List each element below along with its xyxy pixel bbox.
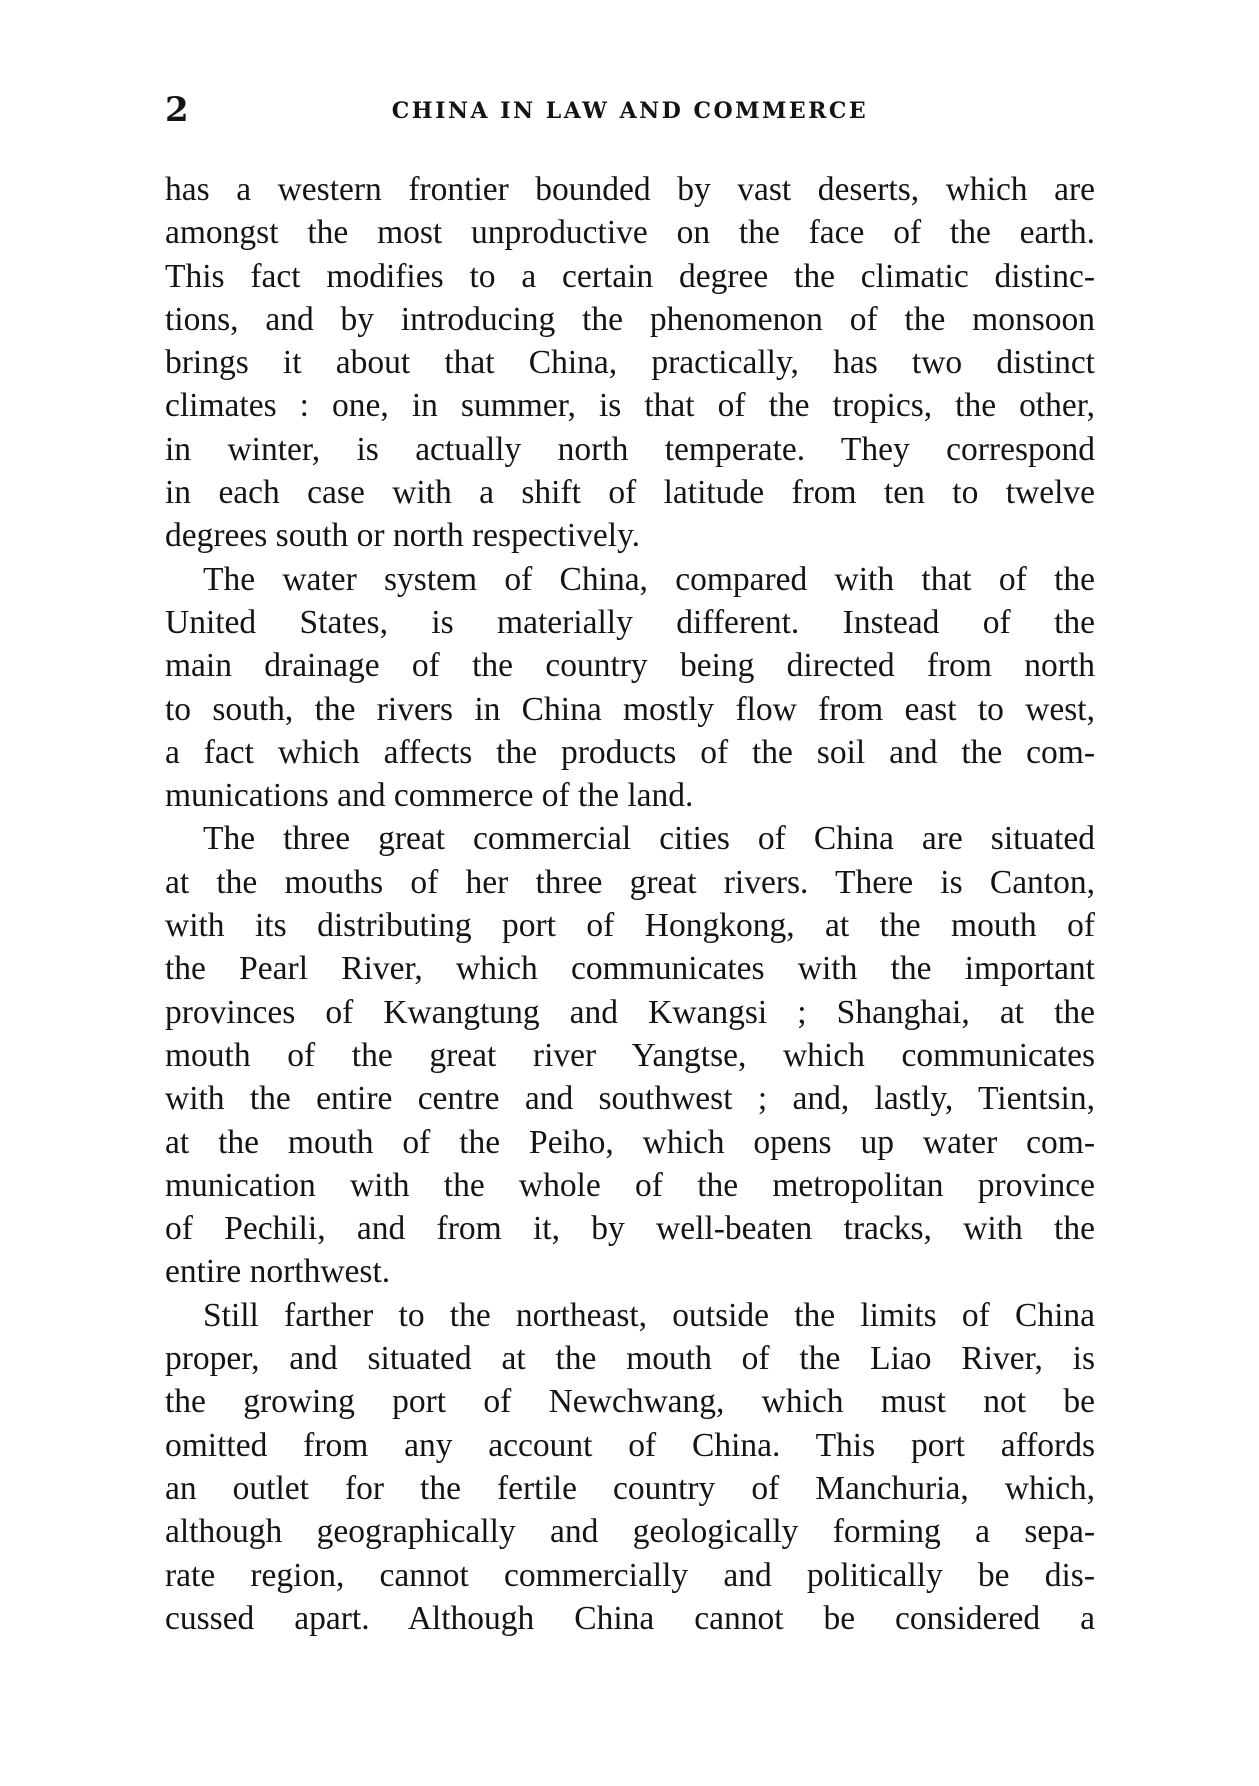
paragraph: [165, 558, 1095, 818]
paragraph: [165, 168, 1095, 558]
text-line: entire northwest.: [165, 1253, 391, 1291]
paragraph: [165, 1294, 1095, 1640]
text-line: at the mouth of the Peiho, which opens up water com-: [165, 1123, 1095, 1161]
paragraph: [165, 817, 1095, 1293]
text-line: rate region, cannot commercially and politically be dis-: [165, 1556, 1095, 1594]
text-line: an outlet for the fertile country of Manchuria, which,: [165, 1469, 1095, 1507]
page-number: 2: [165, 90, 189, 130]
text-line: tions, and by introducing the phenomenon of the monsoon: [165, 300, 1095, 338]
text-line: amongst the most unproductive on the face of the earth.: [165, 214, 1095, 252]
text-line: degrees south or north respectively.: [165, 517, 641, 555]
text-line: United States, is materially different. Instead of the: [165, 603, 1095, 641]
text-line: climates : one, in summer, is that of the tropics, the other,: [165, 387, 1095, 425]
text-line: with the entire centre and southwest ; and, lastly, Tientsin,: [165, 1080, 1095, 1118]
text-line: Still farther to the northeast, outside the limits of China: [203, 1296, 1095, 1334]
text-line: of Pechili, and from it, by well-beaten tracks, with the: [165, 1210, 1095, 1248]
body-text: [165, 168, 1095, 1640]
text-line: The three great commercial cities of China are situated: [203, 820, 1095, 858]
text-line: provinces of Kwangtung and Kwangsi ; Shanghai, at the: [165, 993, 1095, 1031]
text-line: munication with the whole of the metropolitan province: [165, 1166, 1095, 1204]
text-line: at the mouths of her three great rivers. There is Canton,: [165, 863, 1095, 901]
text-line: the growing port of Newchwang, which must not be: [165, 1383, 1095, 1421]
text-line: brings it about that China, practically, has two distinct: [165, 344, 1095, 382]
text-line: in winter, is actually north temperate. They correspond: [165, 430, 1095, 468]
text-line: a fact which affects the products of the soil and the com-: [165, 733, 1095, 771]
text-line: in each case with a shift of latitude from ten to twelve: [165, 474, 1095, 512]
text-line: munications and commerce of the land.: [165, 777, 694, 815]
text-line: omitted from any account of China. This port affords: [165, 1426, 1095, 1464]
text-line: the Pearl River, which communicates with the important: [165, 950, 1095, 988]
text-line: The water system of China, compared with that of the: [203, 560, 1095, 598]
text-line: proper, and situated at the mouth of the Liao River, is: [165, 1340, 1095, 1378]
text-line: main drainage of the country being directed from north: [165, 647, 1095, 685]
text-line: although geographically and geologically forming a sepa-: [165, 1513, 1095, 1551]
text-line: mouth of the great river Yangtse, which communicates: [165, 1036, 1095, 1074]
page-header: [165, 90, 1095, 140]
text-line: with its distributing port of Hongkong, at the mouth of: [165, 907, 1095, 945]
running-head: CHINA IN LAW AND COMMERCE: [391, 98, 869, 124]
text-line: has a western frontier bounded by vast deserts, which are: [165, 171, 1095, 208]
text-line: This fact modifies to a certain degree the climatic distinc-: [165, 257, 1095, 295]
text-line: cussed apart. Although China cannot be considered a: [165, 1599, 1095, 1637]
text-line: to south, the rivers in China mostly flow from east to west,: [165, 690, 1095, 728]
